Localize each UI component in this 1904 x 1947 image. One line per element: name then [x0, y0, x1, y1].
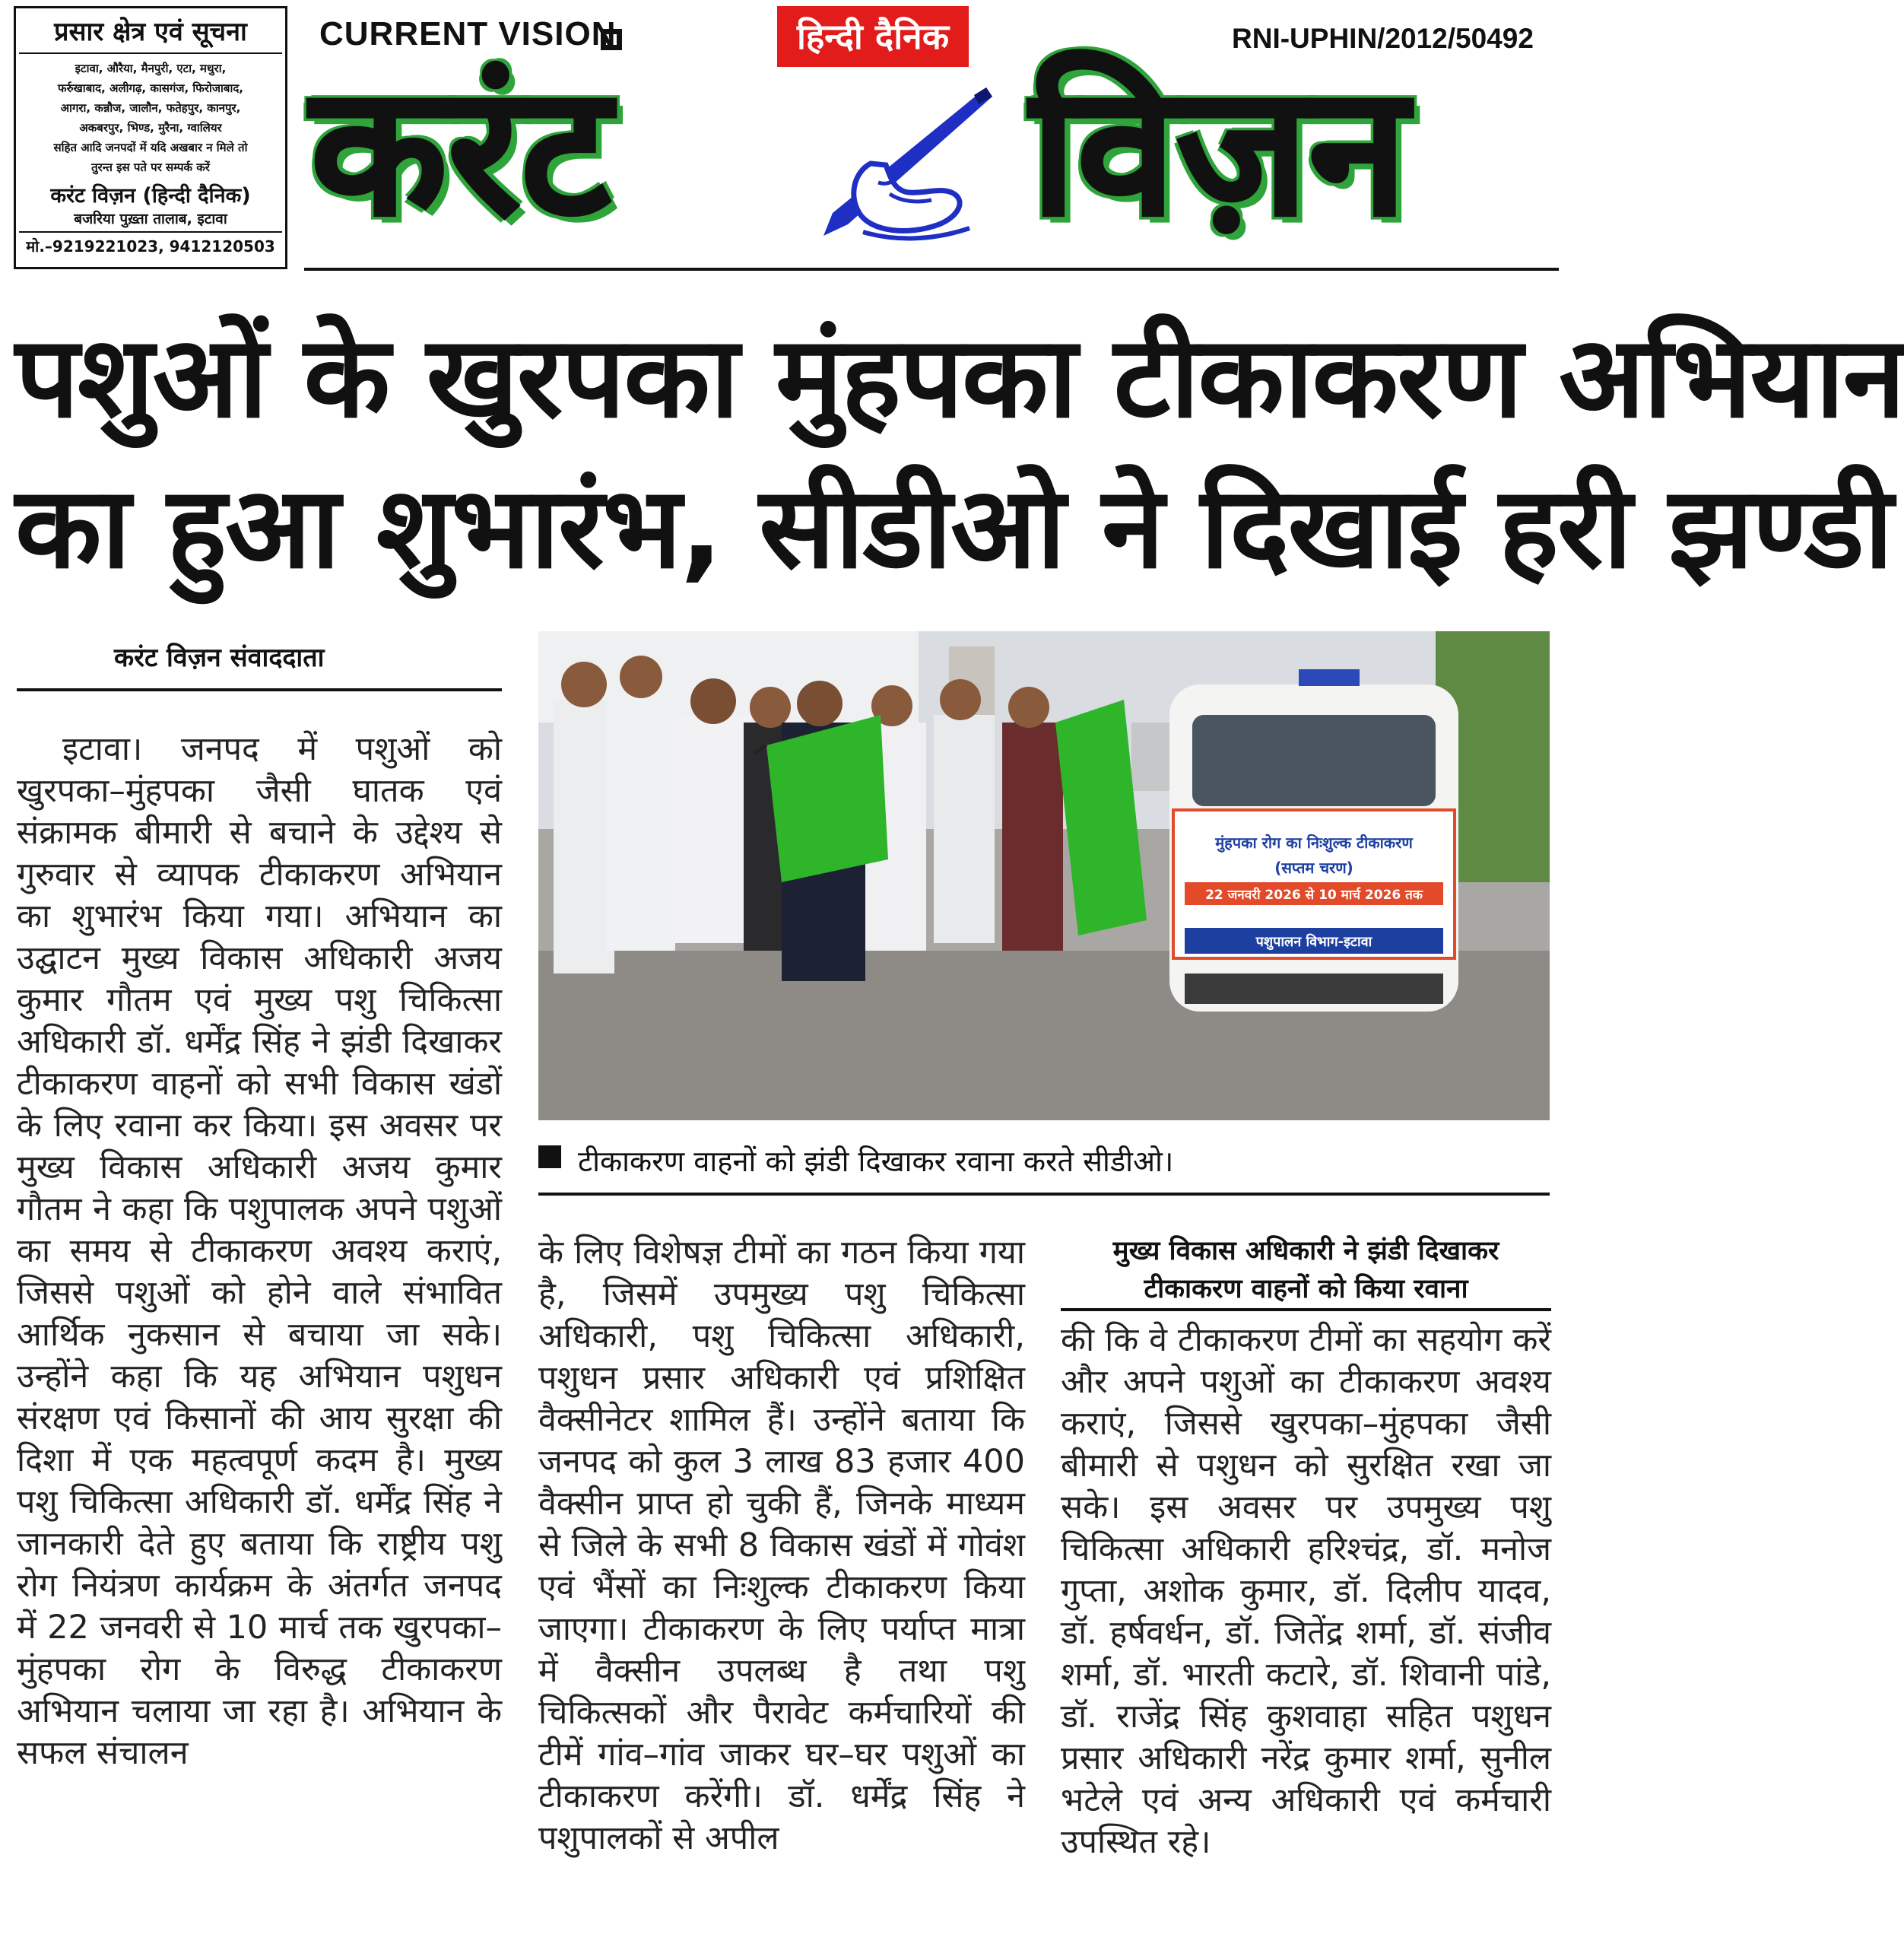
- banner-phase-text: (सप्तम चरण): [1274, 859, 1353, 877]
- article-column-2: [538, 1232, 1025, 1860]
- caption-divider: [538, 1193, 1550, 1196]
- article-column-3: [1061, 1320, 1551, 1863]
- brand-square-icon: [601, 29, 622, 50]
- pen-writing-logo-icon: [817, 80, 992, 243]
- byline: करंट विज़न संवाददाता: [114, 643, 325, 673]
- subheading-line-1: मुख्य विकास अधिकारी ने झंडी दिखाकर: [1112, 1236, 1499, 1266]
- article-paragraph: इटावा। जनपद में पशुओं को खुरपका–मुंहपका जैसी घातक एवं संक्रामक बीमारी से बचाने के उद्देश्य से गुरुवार से व्यापक टीकाकरण अभियान का शुभारंभ किया गया। अभियान का उद्घाटन मुख्य विकास अधिकारी अजय कुमार गौतम एवं मुख्य पशु चिकित्सा अधिकारी डॉ. धर्मेंद्र सिंह ने झंडी दिखाकर टीकाकरण वाहनों को सभी विकास खंडों के लिए रवाना कर किया। इस अवसर पर मुख्य विकास अधिकारी अजय कुमार गौतम ने कहा कि पशुपालक अपने पशुओं का समय से टीकाकरण अवश्य कराएं, जिससे पशुओं को होने वाले संभावित आर्थिक नुकसान से बचाया जा सके। उन्होंने कहा कि यह अभियान पशुधन संरक्षण एवं किसानों की आय सुरक्षा की दिशा में एक महत्वपूर्ण कदम है। मुख्य पशु चिकित्सा अधिकारी डॉ. धर्मेंद्र सिंह ने जानकारी देते हुए बताया कि राष्ट्रीय पशु रोग नियंत्रण कार्यक्रम के अंतर्गत जनपद में 22 जनवरी से 10 मार्च तक खुरपका–मुंहपका रोग के विरुद्ध टीकाकरण अभियान चलाया जा रहा है। अभियान के सफल संचालन: [17, 730, 502, 1772]
- distribution-line: इटावा, औरैया, मैनपुरी, एटा, मथुरा,: [75, 62, 227, 75]
- byline-divider: [17, 688, 502, 691]
- banner-dates-text: 22 जनवरी 2026 से 10 मार्च 2026 तक: [1205, 888, 1423, 903]
- banner-footer-text: पशुपालन विभाग-इटावा: [1255, 934, 1372, 950]
- distribution-title: प्रसार क्षेत्र एवं सूचना: [19, 13, 282, 54]
- brand-english: CURRENT VISION: [319, 15, 617, 52]
- distribution-line: सहित आदि जनपदों में यदि अखबार न मिले तो: [53, 141, 248, 154]
- paper-address: बजरिया पुख़्ता तालाब, इटावा: [74, 211, 227, 227]
- distribution-info-box: [14, 6, 287, 269]
- headline-line-2: का हुआ शुभारंभ, सीडीओ ने दिखाई हरी झण्डी: [15, 462, 1892, 593]
- subheading-divider: [1061, 1308, 1551, 1311]
- masthead-word-vision: विज़न: [1030, 48, 1408, 256]
- paper-name: करंट विज़न (हिन्दी दैनिक): [50, 184, 251, 208]
- article-paragraph: के लिए विशेषज्ञ टीमों का गठन किया गया है, जिसमें उपमुख्य पशु चिकित्सा अधिकारी, पशु चिकित्सा अधिकारी, पशुधन प्रसार अधिकारी एवं प्रशिक्षित वैक्सीनेटर शामिल हैं। उन्होंने बताया कि जनपद को कुल 3 लाख 83 हजार 400 वैक्सीन प्राप्त हो चुकी हैं, जिनके माध्यम से जिले के सभी 8 विकास खंडों में गोवंश एवं भैंसों का निःशुल्क टीकाकरण किया जाएगा। टीकाकरण के लिए पर्याप्त मात्रा में वैक्सीन उपलब्ध है तथा पशु चिकित्सकों और पैरावेट कर्मचारियों की टीमें गांव–गांव जाकर घर–घर पशुओं का टीकाकरण करेंगी। डॉ. धर्मेंद्र सिंह ने पशुपालकों से अपील: [538, 1234, 1025, 1857]
- news-photo-flagoff: [538, 631, 1550, 1120]
- photo-caption: टीकाकरण वाहनों को झंडी दिखाकर रवाना करते सीडीओ।: [578, 1145, 1174, 1178]
- distribution-line: तुरन्त इस पते पर सम्पर्क करें: [91, 160, 210, 174]
- distribution-line: आगरा, कन्नौज, जालौन, फतेहपुर, कानपुर,: [60, 101, 241, 115]
- article-paragraph: की कि वे टीकाकरण टीमों का सहयोग करें और अपने पशुओं का टीकाकरण अवश्य कराएं, जिससे खुरपका–मुंहपका जैसी बीमारी से पशुधन को सुरक्षित रखा जा सके। इस अवसर पर उपमुख्य पशु चिकित्सा अधिकारी हरिश्चंद्र, डॉ. मनोज गुप्ता, अशोक कुमार, डॉ. दिलीप यादव, डॉ. हर्षवर्धन, डॉ. जितेंद्र शर्मा, डॉ. संजीव शर्मा, डॉ. भारती कटारे, डॉ. शिवानी पांडे, डॉ. राजेंद्र सिंह कुशवाहा सहित पशुधन प्रसार अधिकारी नरेंद्र कुमार शर्मा, सुनील भटेले एवं अन्य अधिकारी एवं कर्मचारी उपस्थित रहे।: [1061, 1321, 1551, 1861]
- banner-title-text: मुंहपका रोग का निःशुल्क टीकाकरण: [1215, 834, 1413, 852]
- contact-phone: मो.–9219221023, 9412120503: [19, 231, 282, 256]
- article-column-1: [17, 729, 502, 1774]
- rni-number: RNI-UPHIN/2012/50492: [1232, 23, 1534, 54]
- masthead-word-current: करंट: [310, 48, 611, 256]
- subheading: [1061, 1232, 1551, 1308]
- caption-bullet-icon: [538, 1145, 561, 1168]
- headline-line-1: पशुओं के खुरपका मुंहपका टीकाकरण अभियान: [15, 312, 1904, 443]
- daily-badge: हिन्दी दैनिक: [777, 6, 969, 67]
- distribution-line: अकबरपुर, भिण्ड, मुरैना, ग्वालियर: [79, 121, 222, 135]
- subheading-line-2: टीकाकरण वाहनों को किया रवाना: [1144, 1274, 1468, 1304]
- masthead-divider: [304, 268, 1559, 271]
- distribution-line: फर्रुखाबाद, अलीगढ़, कासगंज, फिरोजाबाद,: [58, 81, 243, 95]
